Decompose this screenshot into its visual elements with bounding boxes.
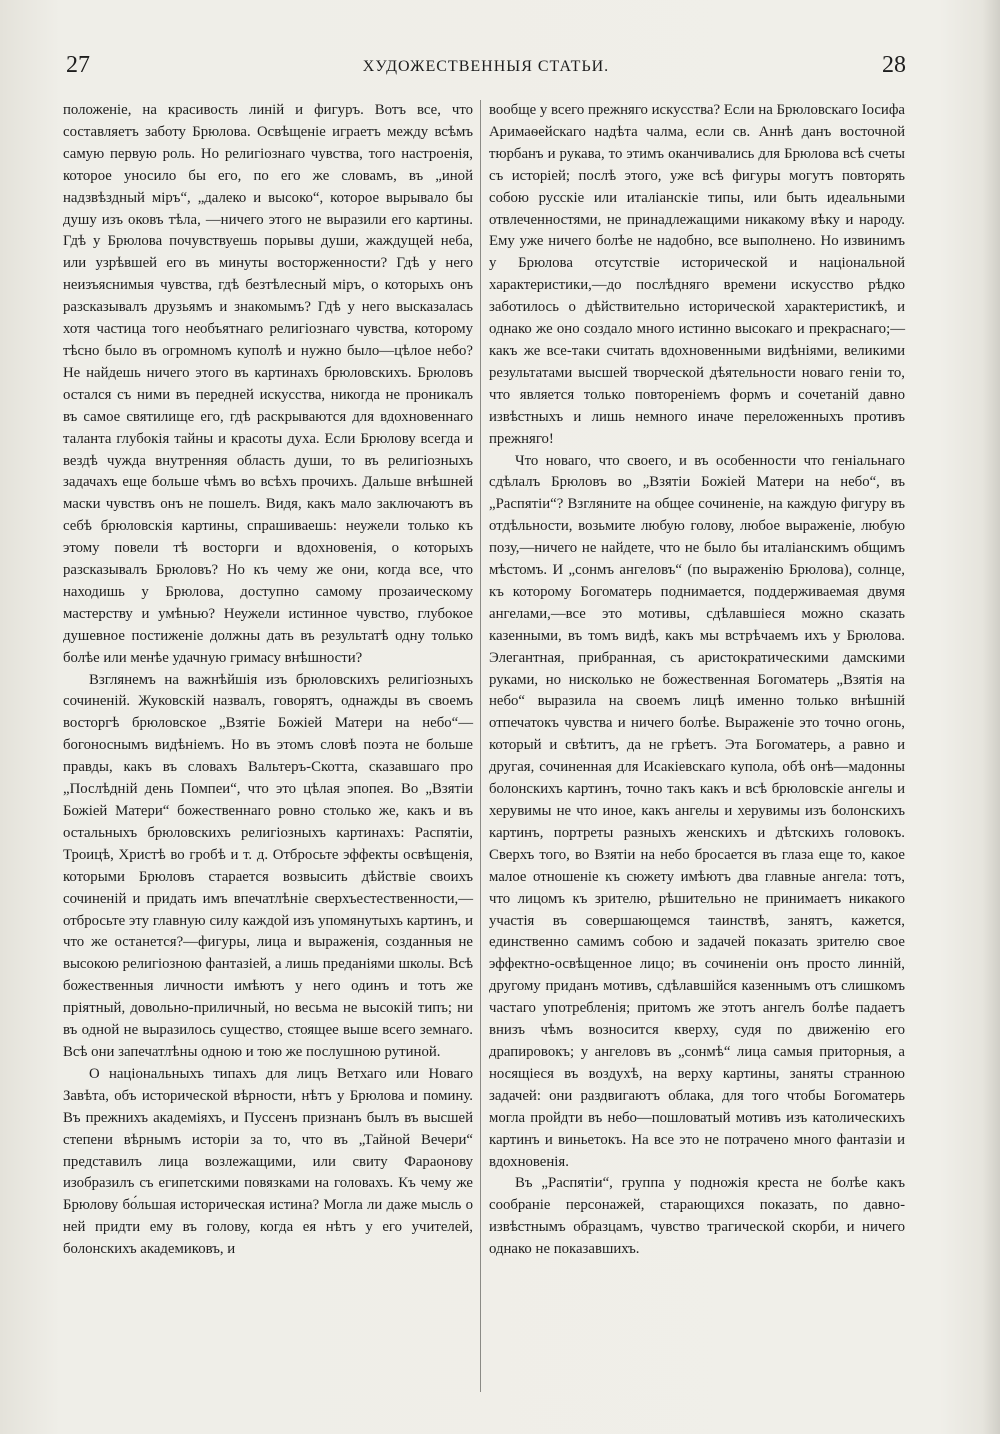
page-number-right: 28 bbox=[882, 52, 906, 78]
left-column bbox=[63, 100, 473, 1261]
running-header bbox=[66, 52, 906, 86]
column-divider bbox=[480, 100, 481, 1392]
page-number-left: 27 bbox=[66, 52, 90, 78]
right-paragraph-3: Въ „Распятіи“, группа у подножія креста не болѣе какъ сообраніе персонажей, старающихся показать, по давно-извѣстнымъ образцамъ, чувство трагической скорби, и ничего однако не показавшихъ. bbox=[489, 1175, 905, 1258]
left-paragraph-3: О національныхъ типахъ для лицъ Ветхаго или Новаго Завѣта, объ исторической вѣрности, нѣтъ у Брюлова и помину. Въ прежнихъ академіяхъ, и Пуссенъ признанъ былъ въ высшей степени вѣрнымъ исторіи за то, что въ „Тайной Вечери“ представилъ лица возлежащими, или свиту Фараонову изобразилъ съ египетскими повязками на головахъ. Къ чему же Брюлову бо́льшая историческая истина? Могла ли даже мысль о ней придти ему въ голову, когда ея нѣтъ у его учителей, болонскихъ академиковъ, и bbox=[63, 1065, 473, 1258]
running-title: ХУДОЖЕСТВЕННЫЯ СТАТЬИ. bbox=[362, 58, 610, 75]
right-column bbox=[489, 100, 905, 1261]
right-paragraph-1: вообще у всего прежняго искусства? Если на Брюловскаго Іосифа Аримаѳейскаго надѣта чалма, если св. Аннѣ данъ восточной тюрбанъ и рукава, то этимъ оканчивались для Брюлова всѣ счеты съ исторіей; послѣ этого, уже всѣ фигуры могутъ повторять собою русскіе или италіанскіе типы, или быть идеальными отвлеченностями, не принадлежащими никакому вѣку и народу. Ему уже ничего болѣе не надобно, все выполнено. Но извинимъ у Брюлова отсутствіе исторической и національной характеристики,—до послѣдняго времени искусство рѣдко заботилось о дѣйствительно исторической характеристикѣ, и однако же оно создало много истинно высокаго и прекраснаго;—какъ же все-таки считать вдохновенными видѣніями, великими результатами высшей творческой дѣятельности новаго геніи то, что является только повтореніемъ формъ и сочетаній давно извѣстныхъ и лишь немного иначе переложенныхъ противъ прежняго! bbox=[489, 102, 905, 447]
right-paragraph-2: Что новаго, что своего, и въ особенности что геніальнаго сдѣлалъ Брюловъ во „Взятіи Божіей Матери на небо“, въ „Распятіи“? Взгляните на общее сочиненіе, на каждую фигуру въ отдѣльности, возьмите любую голову, любое выраженіе, любую позу,—ничего не найдете, что не было бы италіанскимъ общимъ мѣстомъ. И „сонмъ ангеловъ“ (по выраженію Брюлова), солнце, къ которому Богоматерь поднимается, поддерживаемая двумя ангелами,—все это мотивы, сдѣлавшіеся можно сказать казенными, въ томъ видѣ, какъ мы встрѣчаемъ ихъ у Брюлова. Элегантная, прибранная, съ аристократическими дамскими руками, но нисколько не божественная Богоматерь „Взятія на небо“ выразила на своемъ лицѣ именно только внѣшній отпечатокъ чувства и ничего болѣе. Выраженіе это точно огонь, который и свѣтитъ, да не грѣетъ. Эта Богоматерь, а равно и другая, сочиненная для Исакіевскаго купола, обѣ онѣ—мадонны болонскихъ картинъ, точно такъ какъ и всѣ брюловскіе ангелы и херувимы не что иное, какъ ангелы и херувимы изъ болонскихъ картинъ, портреты разныхъ женскихъ и дѣтскихъ головокъ. Сверхъ того, во Взятіи на небо бросается въ глаза еще то, какое малое отношеніе къ сюжету имѣютъ два главные ангела: тотъ, что лицомъ къ зрителю, рѣшительно не принимаетъ никакого участія въ совершающемся таинствѣ, занятъ, кажется, единственно самимъ собою и задачей показать зрителю свое эффектно-освѣщенное лицо; въ сочиненіи онъ просто линній, другому приданъ мотивъ, сдѣлавшійся казеннымъ отъ слишкомъ частаго употребленія; притомъ же этотъ ангелъ болѣе падаетъ внизъ чѣмъ возносится кверху, судя по движенію его драпировокъ; у ангеловъ въ „сонмѣ“ лица самыя приторныя, а носящіеся въ воздухѣ, на верху картины, заняты странною задачей: они раздвигаютъ облака, для того чтобы Богоматерь могла пройдти въ небо—пошловатый мотивъ изъ католическихъ картинъ и виньетокъ. На все это не потрачено много фантазіи и вдохновенія. bbox=[489, 452, 905, 1170]
page-edge-shadow bbox=[982, 0, 1000, 1434]
left-paragraph-1: положеніе, на красивость линій и фигуръ. Вотъ все, что составляетъ заботу Брюлова. Освѣщеніе играетъ между всѣмъ самую первую роль. Но религіознаго чувства, того настроенія, которое уносило бы его, по его же словамъ, въ „иной надзвѣздный міръ“, „далеко и высоко“, которое вырывало бы душу изъ оковъ тѣла, —ничего этого не выразили его картины. Гдѣ у Брюлова почувствуешь порывы души, жаждущей неба, или узрѣвшей его въ минуты восторженности? Гдѣ у него неизъяснимыя чувства, гдѣ безтѣлесный міръ, о которыхъ онъ разсказывалъ друзьямъ и знакомымъ? Гдѣ у него высказалась хотя частица того необъятнаго религіознаго чувства, которому тѣсно было въ огромномъ куполѣ и нужно было—цѣлое небо? Не найдешь ничего этого въ картинахъ брюловскихъ. Брюловъ остался съ ними въ передней искусства, никогда не проникалъ въ самое святилище его, гдѣ раскрываются для вдохновеннаго таланта глубокія тайны и красоты духа. Если Брюлову всегда и вездѣ чужда внутренняя область души, то въ религіозныхъ задачахъ еще больше чѣмъ во всѣхъ прочихъ. Дальше внѣшней маски чувствъ онъ не пошелъ. Видя, какъ мало заключаютъ въ себѣ брюловскія картины, спрашиваешь: неужели только къ этому повели тѣ восторги и вдохновенія, о которыхъ разсказывалъ Брюловъ? Но къ чему же они, когда все, что находишь у Брюлова, доступно самому прозаическому мастерству и умѣнью? Неужели истинное чувство, глубокое душевное постиженіе должны дать въ результатѣ одну только болѣе или менѣе удачную гримасу внѣшности? bbox=[63, 102, 473, 666]
left-paragraph-2: Взглянемъ на важнѣйшія изъ брюловскихъ религіозныхъ сочиненій. Жуковскій назвалъ, говорятъ, однажды въ своемъ восторгѣ брюловское „Взятіе Божіей Матери на небо“—богоноснымъ видѣніемъ. Но въ этомъ словѣ поэта не больше правды, какъ въ словахъ Вальтеръ-Скотта, сказавшаго про „Послѣдній день Помпеи“, что это цѣлая эпопея. Во „Взятіи Божіей Матери“ божественнаго ровно столько же, какъ и въ остальныхъ брюловскихъ религіозныхъ картинахъ: Распятіи, Троицѣ, Христѣ во гробѣ и т. д. Отбросьте эффекты освѣщенія, которыми Брюловъ старается возвысить дѣйствіе своихъ сочиненій и придать имъ впечатлѣніе сверхъестественности,—отбросьте эту главную силу каждой изъ упомянутыхъ картинъ, и что же останется?—фигуры, лица и выраженія, созданныя не высокою религіозною фантазіей, а лишь преданіями школы. Всѣ божественныя личности имѣютъ у него одинъ и тотъ же пріятный, довольно-приличный, но весьма не высокій типъ; ни въ одной не выразилось существо, стоящее выше всего земнаго. Всѣ они запечатлѣны одною и тою же послушною рутиной. bbox=[63, 671, 473, 1060]
